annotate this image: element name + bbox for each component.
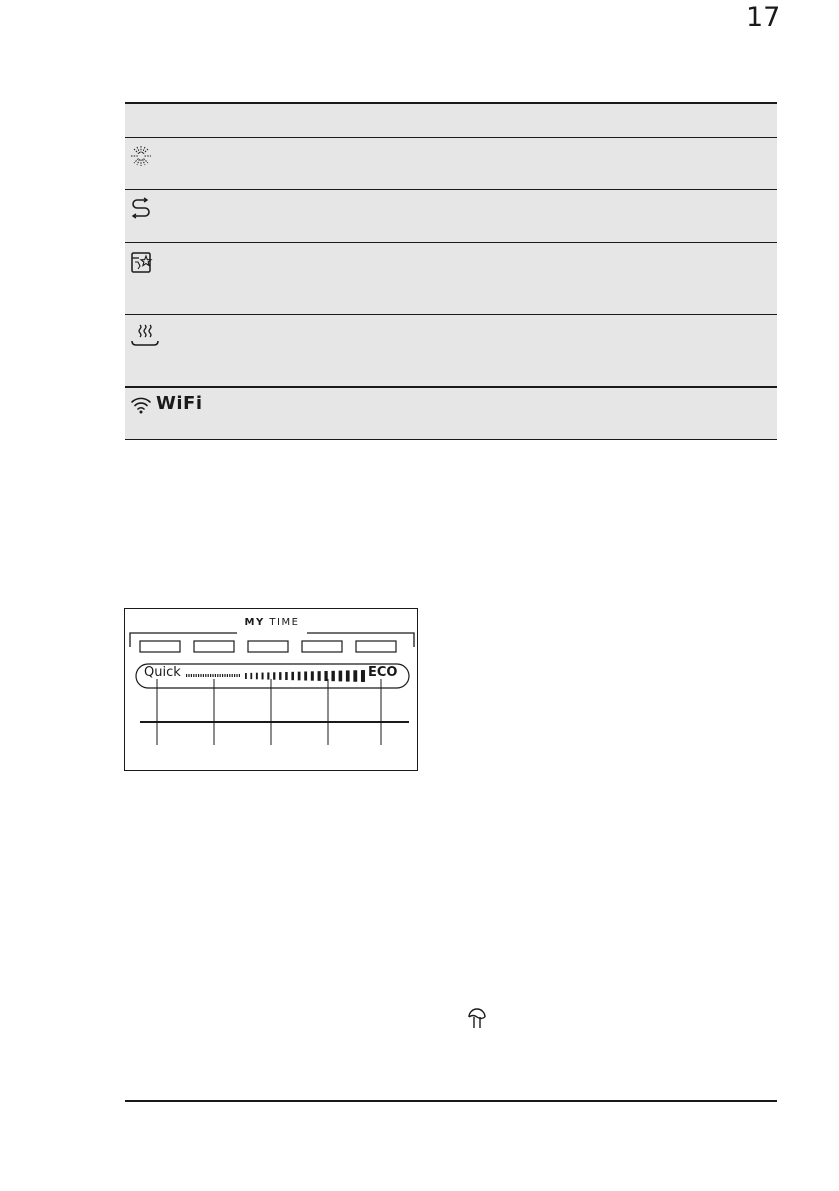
progress-mark (212, 674, 213, 677)
progress-mark (346, 670, 350, 681)
footer-rule (125, 1100, 777, 1102)
eco-label: ECO (368, 665, 398, 680)
mytime-display-panel (124, 608, 418, 771)
progress-mark (256, 673, 258, 680)
mytime-segment (248, 641, 288, 652)
wifi-label: WiFi (156, 393, 203, 414)
mytime-title (125, 617, 419, 628)
progress-mark (267, 672, 269, 679)
progress-mark (188, 674, 189, 677)
program-symbol-icon (467, 1008, 487, 1034)
progress-mark (298, 672, 301, 681)
page-number: 17 (746, 2, 781, 33)
progress-mark (220, 674, 221, 677)
table-row-machine-care (125, 243, 777, 315)
wifi-icon (130, 395, 152, 419)
extra-dry-icon (130, 322, 160, 352)
progress-mark (203, 674, 204, 677)
progress-mark (245, 673, 247, 679)
machine-care-icon (130, 250, 154, 278)
options-table (125, 102, 777, 440)
progress-mark (324, 671, 327, 681)
progress-mark (285, 672, 287, 680)
sparkle-icon (130, 145, 152, 171)
progress-mark (217, 674, 218, 677)
table-header-row (125, 102, 777, 138)
mytime-segment (194, 641, 234, 652)
progress-mark (339, 671, 343, 682)
progress-mark (222, 674, 223, 677)
progress-mark (191, 674, 192, 677)
mytime-title-rest: TIME (264, 617, 300, 628)
mytime-title-bold: MY (244, 617, 265, 628)
progress-mark (205, 674, 206, 677)
progress-mark (273, 672, 275, 679)
progress-mark (291, 672, 294, 680)
table-row-rinse (125, 190, 777, 243)
mytime-graphic (125, 609, 419, 772)
progress-mark (361, 670, 365, 682)
quick-label: Quick (144, 665, 181, 680)
progress-mark (232, 674, 233, 677)
progress-mark (353, 670, 357, 682)
progress-mark (318, 671, 321, 681)
progress-mark (210, 674, 211, 677)
progress-mark (234, 674, 235, 677)
mytime-segment (302, 641, 342, 652)
progress-mark (196, 674, 197, 677)
progress-mark (311, 671, 314, 680)
progress-mark (208, 674, 209, 677)
progress-mark (239, 674, 240, 677)
progress-mark (227, 674, 228, 677)
progress-mark (224, 674, 225, 677)
progress-mark (331, 671, 334, 681)
progress-mark (193, 674, 194, 677)
table-row-wifi (125, 388, 777, 440)
progress-mark (186, 674, 187, 677)
progress-mark (236, 674, 237, 677)
table-row-extra-dry (125, 315, 777, 388)
progress-mark (262, 673, 264, 680)
progress-mark (200, 674, 201, 677)
progress-mark (229, 674, 230, 677)
progress-mark (215, 674, 216, 677)
progress-mark (250, 673, 252, 679)
progress-mark (279, 672, 281, 680)
mytime-segment (356, 641, 396, 652)
progress-mark (198, 674, 199, 677)
mytime-segment (140, 641, 180, 652)
table-row-sparkle (125, 138, 777, 190)
progress-mark (304, 671, 307, 680)
rinse-cycle-icon (130, 197, 152, 223)
